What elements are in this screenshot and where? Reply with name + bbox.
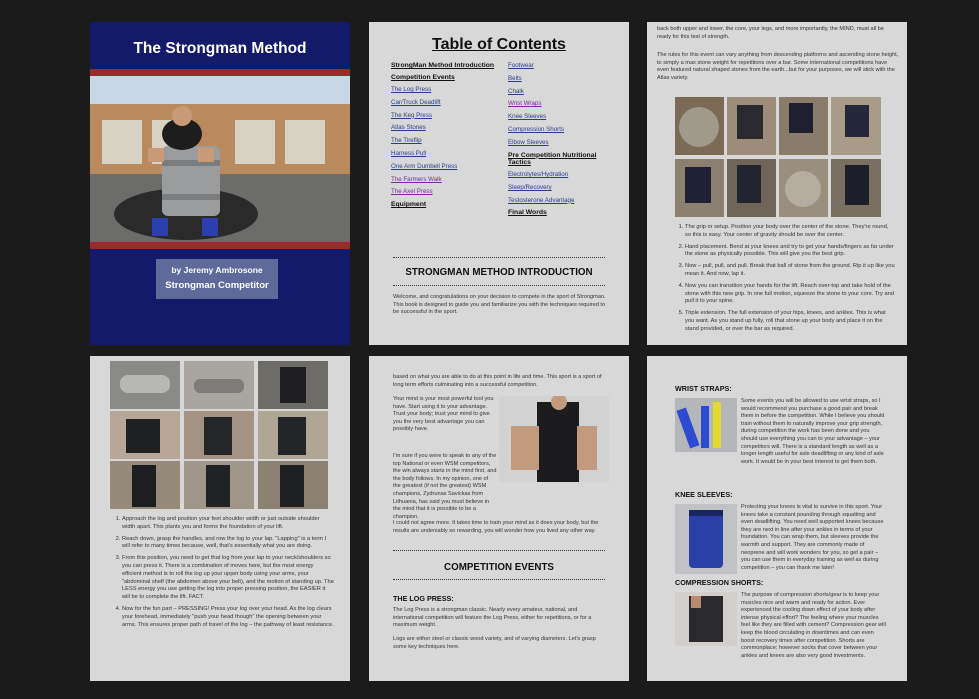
toc-link[interactable]: The Axel Press [391,188,433,196]
atlas-rules: The rules for this event can vary anything from descending platforms and ascending stone height, to simply a max stone weight for repetitions over a bar. Some international competitions have even featured natural shaped stones from the earth...but for your purposes, we will stick with the Atlas variety. [657,52,899,81]
atlas-stones-page[interactable] [647,22,907,345]
toc-link[interactable]: Footwear [508,62,534,69]
atlas-intro: back both upper and lower, the core, your legs, and more importantly, the MIND, must all be ready for this test of strength. [657,26,884,40]
step-item: 2. Hand placement. Bend at your knees and try to get your hands/fingers as far under the stone as physically possible. This will give you the best grip. [685,244,895,260]
step-item: 3. Now – pull, pull, and pull. Break that ball of stone from the ground. Rip it up like you mean it. And now, lap it. [685,263,895,279]
intro-heading: STRONGMAN METHOD INTRODUCTION [405,267,593,278]
compression-shorts-heading: COMPRESSION SHORTS: [675,578,764,587]
dotted-divider [393,285,605,286]
toc-link[interactable]: The Tireflip [391,137,422,145]
log-press-page[interactable] [90,356,350,681]
toc-link[interactable]: Testosterone Advantage [508,196,575,204]
cover-page[interactable] [90,22,350,345]
toc-link[interactable]: Compression Shorts [508,125,565,133]
dotted-divider [393,550,605,551]
step-item: 2. Reach down, grasp the handles, and row the log to your lap. "Lapping" is a term I will refer to many times because, well, that's essentially what you are doing. [122,536,334,552]
step-item: 1. Approach the log and position your feet shoulder width or just outside shoulder width apart. This plants you and forms the foundation of your lift. [122,516,334,532]
toc-link[interactable]: Elbow Sleeves [508,138,549,146]
intro-text: Welcome, and congratulations on your decision to compete in the sport of Strongman. This book is designed to guide you and familiarize you with the techniques required to be successful in the sport. [393,294,606,316]
cover-top-bar [90,69,350,76]
cover-title: The Strongman Method [133,40,307,57]
author-subtitle: Strongman Competitor [165,280,269,291]
toc-link[interactable]: Harness Pull [391,149,427,157]
compression-shorts-photo [675,592,737,646]
wrist-straps-text-a: Some events you will be allowed to use wrist straps, so I would recommend you purchase a good pair and break them in before the competition. While I believe you should train without them to naturally improve your grip strength, during competition the work has been done and you should use everything you can to your advantage – your competitors will. There is a standard length as well as a longer length useful for axle deadlifting or any kind of axle work. It would be in your best interest to get them both. [741,398,885,465]
toc-section-heading[interactable]: Final Words [508,209,547,217]
cover-bottom-bar [90,242,350,249]
knee-sleeves-text: Protecting your knees is vital to survive in this sport. Your knees take a constant pounding through squatting and even deadlifting. You need well supported knees because they are next in line after your ankles in terms of your foundation. You can wrap them, but sleeves provide the warmth and support. They are commonly made of neoprene and will work wonders for you, so get a pair – you can use them in everyday training as well as during competition – you can thank me later! [741,504,884,571]
mind-photo [499,396,609,482]
toc-section-heading[interactable]: Competition Events [391,74,455,81]
toc-link[interactable]: Wrist Wraps [508,100,542,108]
toc-link[interactable]: The Log Press [391,86,432,93]
step-item: 3. From this position, you need to get that log from your lap to your neck/shoulders so you can press it. There is a combination of moves here, but the most energy efficient method is to roll the log up your upper body using your arms, your "abdominal shelf (the abdomen above your belt), and the motion of standing up. The LESS energy you use getting the log into proper pressing position, the EASIER it will be to complete the lift. FACT. [122,555,334,602]
toc-link[interactable]: Knee Sleeves [508,113,547,121]
log-press-photo-grid [110,361,328,509]
wrist-straps-heading: WRIST STRAPS: [675,384,732,393]
compression-shorts-text: The purpose of compression shorts/gear is to keep your muscles nice and warm and ready for action. Ever experienced the cooling down effect of your body after intense physical effort? The feeling where your muscles feel like they are filled with cement? Compression gear will keep the blood circulating in downtimes and can even boost recovery times after competition. Shorts are commonplace; however socks that cover between your ankles and knees are also very good investments. [741,592,886,659]
toc-left-column [391,62,503,213]
cover-photo [90,76,350,242]
atlas-photo-grid [675,97,881,217]
mind-events-page[interactable] [369,356,629,681]
toc-link[interactable]: One Arm Dumbell Press [391,162,458,170]
knee-sleeves-photo [675,504,737,574]
toc-link[interactable]: Electrolytes/Hydration [508,171,569,179]
champion-text: I'm sure if you were to speak to any of the top National or even WSM competitors, the win always starts in the mind first, and the body follows. In my opinion, one of the greatest (if not the greatest) WSM champions, Zydrunas Savickas from Lithuania, has said you must believe in the mind that it is possible to be a champion. [393,453,497,520]
toc-section-heading[interactable]: StrongMan Method Introduction [391,62,495,69]
toc-link[interactable]: Car/Truck Deadlift [391,98,441,106]
log-press-text: The Log Press is a strongman classic. Nearly every amateur, national, and international competition will feature the Log Press, either for repetitions, or for a maximum weight. [393,607,592,629]
atlas-steps-list [675,224,895,338]
toc-right-column [508,62,620,221]
toc-link[interactable]: Chalk [508,87,524,95]
toc-section-heading[interactable]: Pre Competition Nutritional Tactics [508,151,597,167]
equipment-page[interactable] [647,356,907,681]
toc-link[interactable]: Atlas Stones [391,124,426,132]
toc-section-heading[interactable]: Equipment [391,201,427,209]
knee-sleeves-heading: KNEE SLEEVES: [675,490,733,499]
toc-title: Table of Contents [432,36,566,53]
toc-link[interactable]: The Keg Press [391,111,432,119]
step-item: 1. The grip or setup. Position your body over the center of the stone. They're round, so this is easy. Your center of gravity should be over the center. [685,224,895,240]
toc-link[interactable]: The Farmers Walk [391,175,442,183]
log-press-heading: THE LOG PRESS: [393,594,454,603]
step-item: 4. Now for the fun part – PRESSING! Press your log over your head. As the log clears your forehead, immediately "push your head though" the opening between your arms. This ensures proper path of travel of the log – the pathway of least resistance. [122,606,334,629]
author-box [156,259,278,299]
toc-link[interactable]: Sleep/Recovery [508,183,552,191]
author-name: by Jeremy Ambrosone [171,265,263,275]
toc-page[interactable] [369,22,629,345]
long-term-text: based on what you are able to do at this point in life and time. This sport is a sport of long term efforts culminating into a successful competition. [393,374,602,388]
wrist-straps-photo [675,398,737,452]
log-steps-list [112,516,334,633]
dotted-divider [393,257,605,258]
agree-text: I could not agree more. It takes time to train your mind as it does your body, but the results are undeniably so rewarding, you will wonder how you lived any other way. [393,520,599,534]
toc-link[interactable]: Belts [508,74,522,82]
step-item: 4. Now you can transition your hands for the lift. Reach over-top and take hold of the stone with this new grip. In one full motion, squeeze the stone to your core. Try and pull it to your spine. [685,283,895,306]
step-item: 5. Triple extension. The full extension of your hips, knees, and ankles. This is what you want. As you stand up fully, roll that stone up your body and place it on the stand provided, or over the bar as required. [685,310,895,333]
dotted-divider [393,579,605,580]
logs-text: Logs are either steel or classic wood variety, and of varying diameters. Let's grasp some key techniques here. [393,636,596,650]
mind-text: Your mind is your most powerful tool you have. Start using it to your advantage. Trust your body; trust your mind to give you the very best advantage you can possibly have. [393,396,494,433]
events-heading: COMPETITION EVENTS [444,562,554,573]
